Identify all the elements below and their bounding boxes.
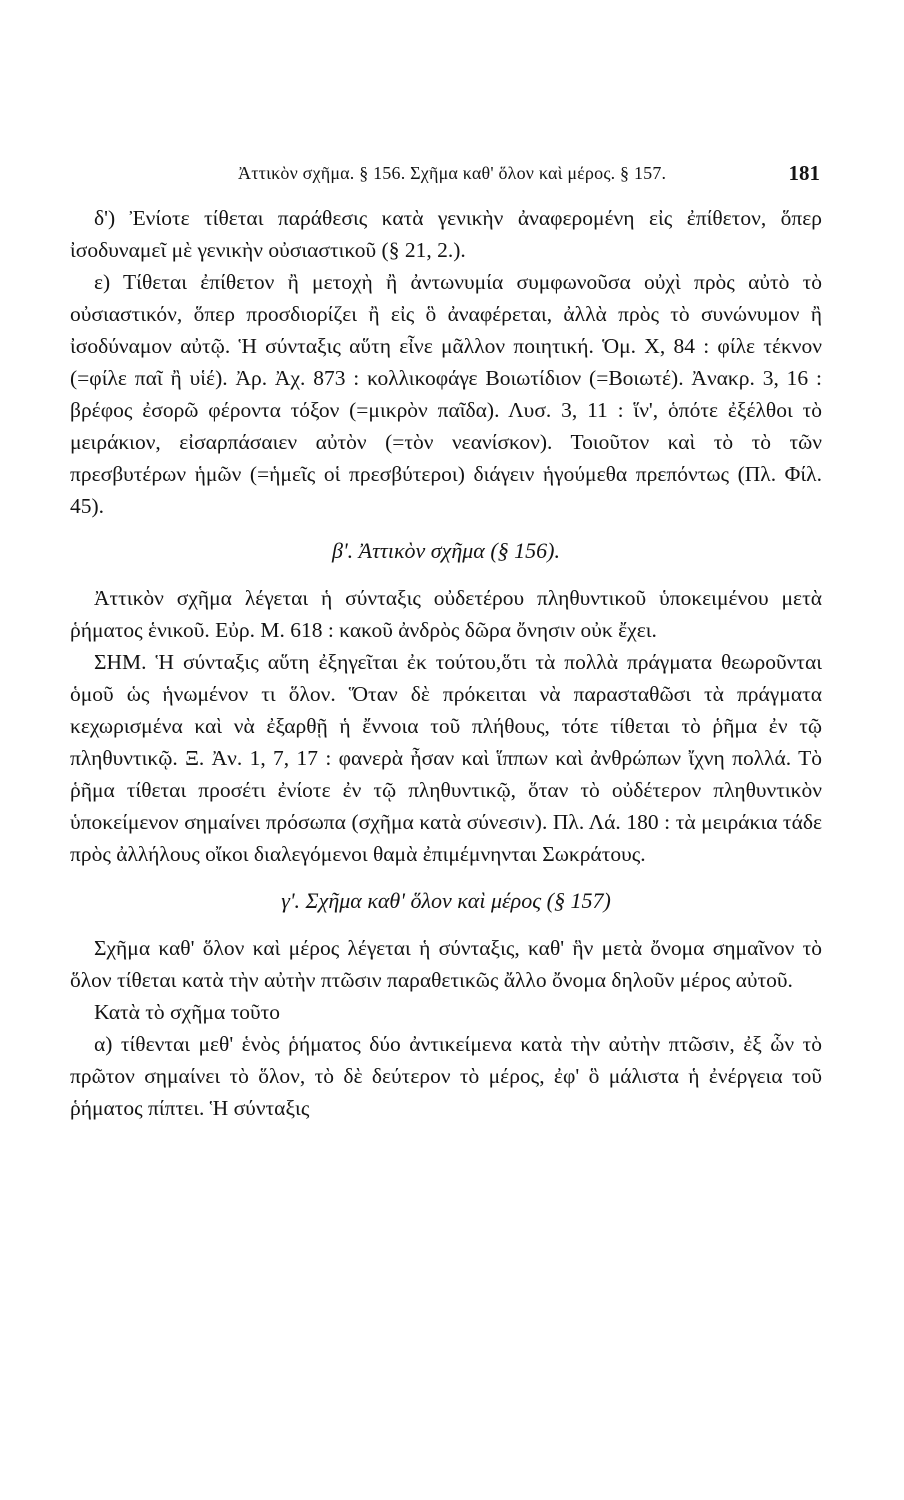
section-heading-gamma: γ'. Σχῆμα καθ' ὅλον καὶ μέρος (§ 157) <box>281 888 611 913</box>
page-body <box>70 202 822 1124</box>
paragraph-attic-definition: Ἀττικὸν σχῆμα λέγεται ἡ σύνταξις οὐδετέρου πληθυντικοῦ ὑποκειμένου μετὰ ῥήματος ἑνικοῦ. Εὐρ. Μ. 618 : κακοῦ ἀνδρὸς δῶρα ὄνησιν οὐκ ἔχει. <box>70 586 822 642</box>
paragraph-alpha: α) τίθενται μεθ' ἑνὸς ῥήματος δύο ἀντικείμενα κατὰ τὴν αὐτὴν πτῶσιν, ἐξ ὧν τὸ πρῶτον σημαίνει τὸ ὅλον, τὸ δὲ δεύτερον τὸ μέρος, ἐφ' ὃ μάλιστα ἡ ἐνέργεια τοῦ ῥήματος πίπτει. Ἡ σύνταξις <box>70 1032 822 1120</box>
running-title: Ἀττικὸν σχῆμα. § 156. Σχῆμα καθ' ὅλον καὶ μέρος. § 157. <box>238 163 667 183</box>
page-number: 181 <box>788 161 820 185</box>
page-header <box>238 158 820 188</box>
section-heading-beta: β'. Ἀττικὸν σχῆμα (§ 156). <box>332 538 560 563</box>
paragraph-according: Κατὰ τὸ σχῆμα τοῦτο <box>94 1000 281 1024</box>
paragraph-note: ΣΗΜ. Ἡ σύνταξις αὕτη ἐξηγεῖται ἐκ τούτου,ὅτι τὰ πολλὰ πράγματα θεωροῦνται ὁμοῦ ὡς ἡνωμένον τι ὅλον. Ὅταν δὲ πρόκειται νὰ παρασταθῶσι τὰ πράγματα κεχωρισμένα καὶ νὰ ἐξαρθῇ ἡ ἔννοια τοῦ πλήθους, τότε τίθεται τὸ ῥῆμα ἐν τῷ πληθυντικῷ. Ξ. Ἀν. 1, 7, 17 : φανερὰ ἦσαν καὶ ἵππων καὶ ἀνθρώπων ἴχνη πολλά. Τὸ ῥῆμα τίθεται προσέτι ἐνίοτε ἐν τῷ πληθυντικῷ, ὅταν τὸ οὐδέτερον πληθυντικὸν ὑποκείμενον σημαίνει πρόσωπα (σχῆμα κατὰ σύνεσιν). Πλ. Λά. 180 : τὰ μειράκια τάδε πρὸς ἀλλήλους οἴκοι διαλεγόμενοι θαμὰ ἐπιμέμνηνται Σωκράτους. <box>70 650 822 866</box>
paragraph-epsilon: ε) Τίθεται ἐπίθετον ἢ μετοχὴ ἢ ἀντωνυμία συμφωνοῦσα οὐχὶ πρὸς αὐτὸ τὸ οὐσιαστικόν, ὅπερ προσδιορίζει ἢ εἰς ὃ ἀναφέρεται, ἀλλὰ πρὸς τὸ συνώνυμον ἢ ἰσοδύναμον αὐτῷ. Ἡ σύνταξις αὕτη εἶνε μᾶλλον ποιητική. Ὁμ. Χ, 84 : φίλε τέκνον (=φίλε παῖ ἢ υἱέ). Ἀρ. Ἀχ. 873 : κολλικοφάγε Βοιωτίδιον (=Βοιωτέ). Ἀνακρ. 3, 16 : βρέφος ἐσορῶ φέροντα τόξον (=μικρὸν παῖδα). Λυσ. 3, 11 : ἵν', ὁπότε ἐξέλθοι τὸ μειράκιον, εἰσαρπάσαιεν αὐτὸν (=τὸν νεανίσκον). Τοιοῦτον καὶ τὸ τὸ τῶν πρεσβυτέρων ἡμῶν (=ἡμεῖς οἱ πρεσβύτεροι) διάγειν ἡγούμεθα πρεπόντως (Πλ. Φίλ. 45). <box>70 270 822 518</box>
paragraph-delta: δ') Ἐνίοτε τίθεται παράθεσις κατὰ γενικὴν ἀναφερομένη εἰς ἐπίθετον, ὅπερ ἰσοδυναμεῖ μὲ γενικὴν οὐσιαστικοῦ (§ 21, 2.). <box>70 206 822 262</box>
paragraph-whole-part-definition: Σχῆμα καθ' ὅλον καὶ μέρος λέγεται ἡ σύνταξις, καθ' ἣν μετὰ ὄνομα σημαῖνον τὸ ὅλον τίθεται κατὰ τὴν αὐτὴν πτῶσιν παραθετικῶς ἄλλο ὄνομα δηλοῦν μέρος αὐτοῦ. <box>70 936 822 992</box>
